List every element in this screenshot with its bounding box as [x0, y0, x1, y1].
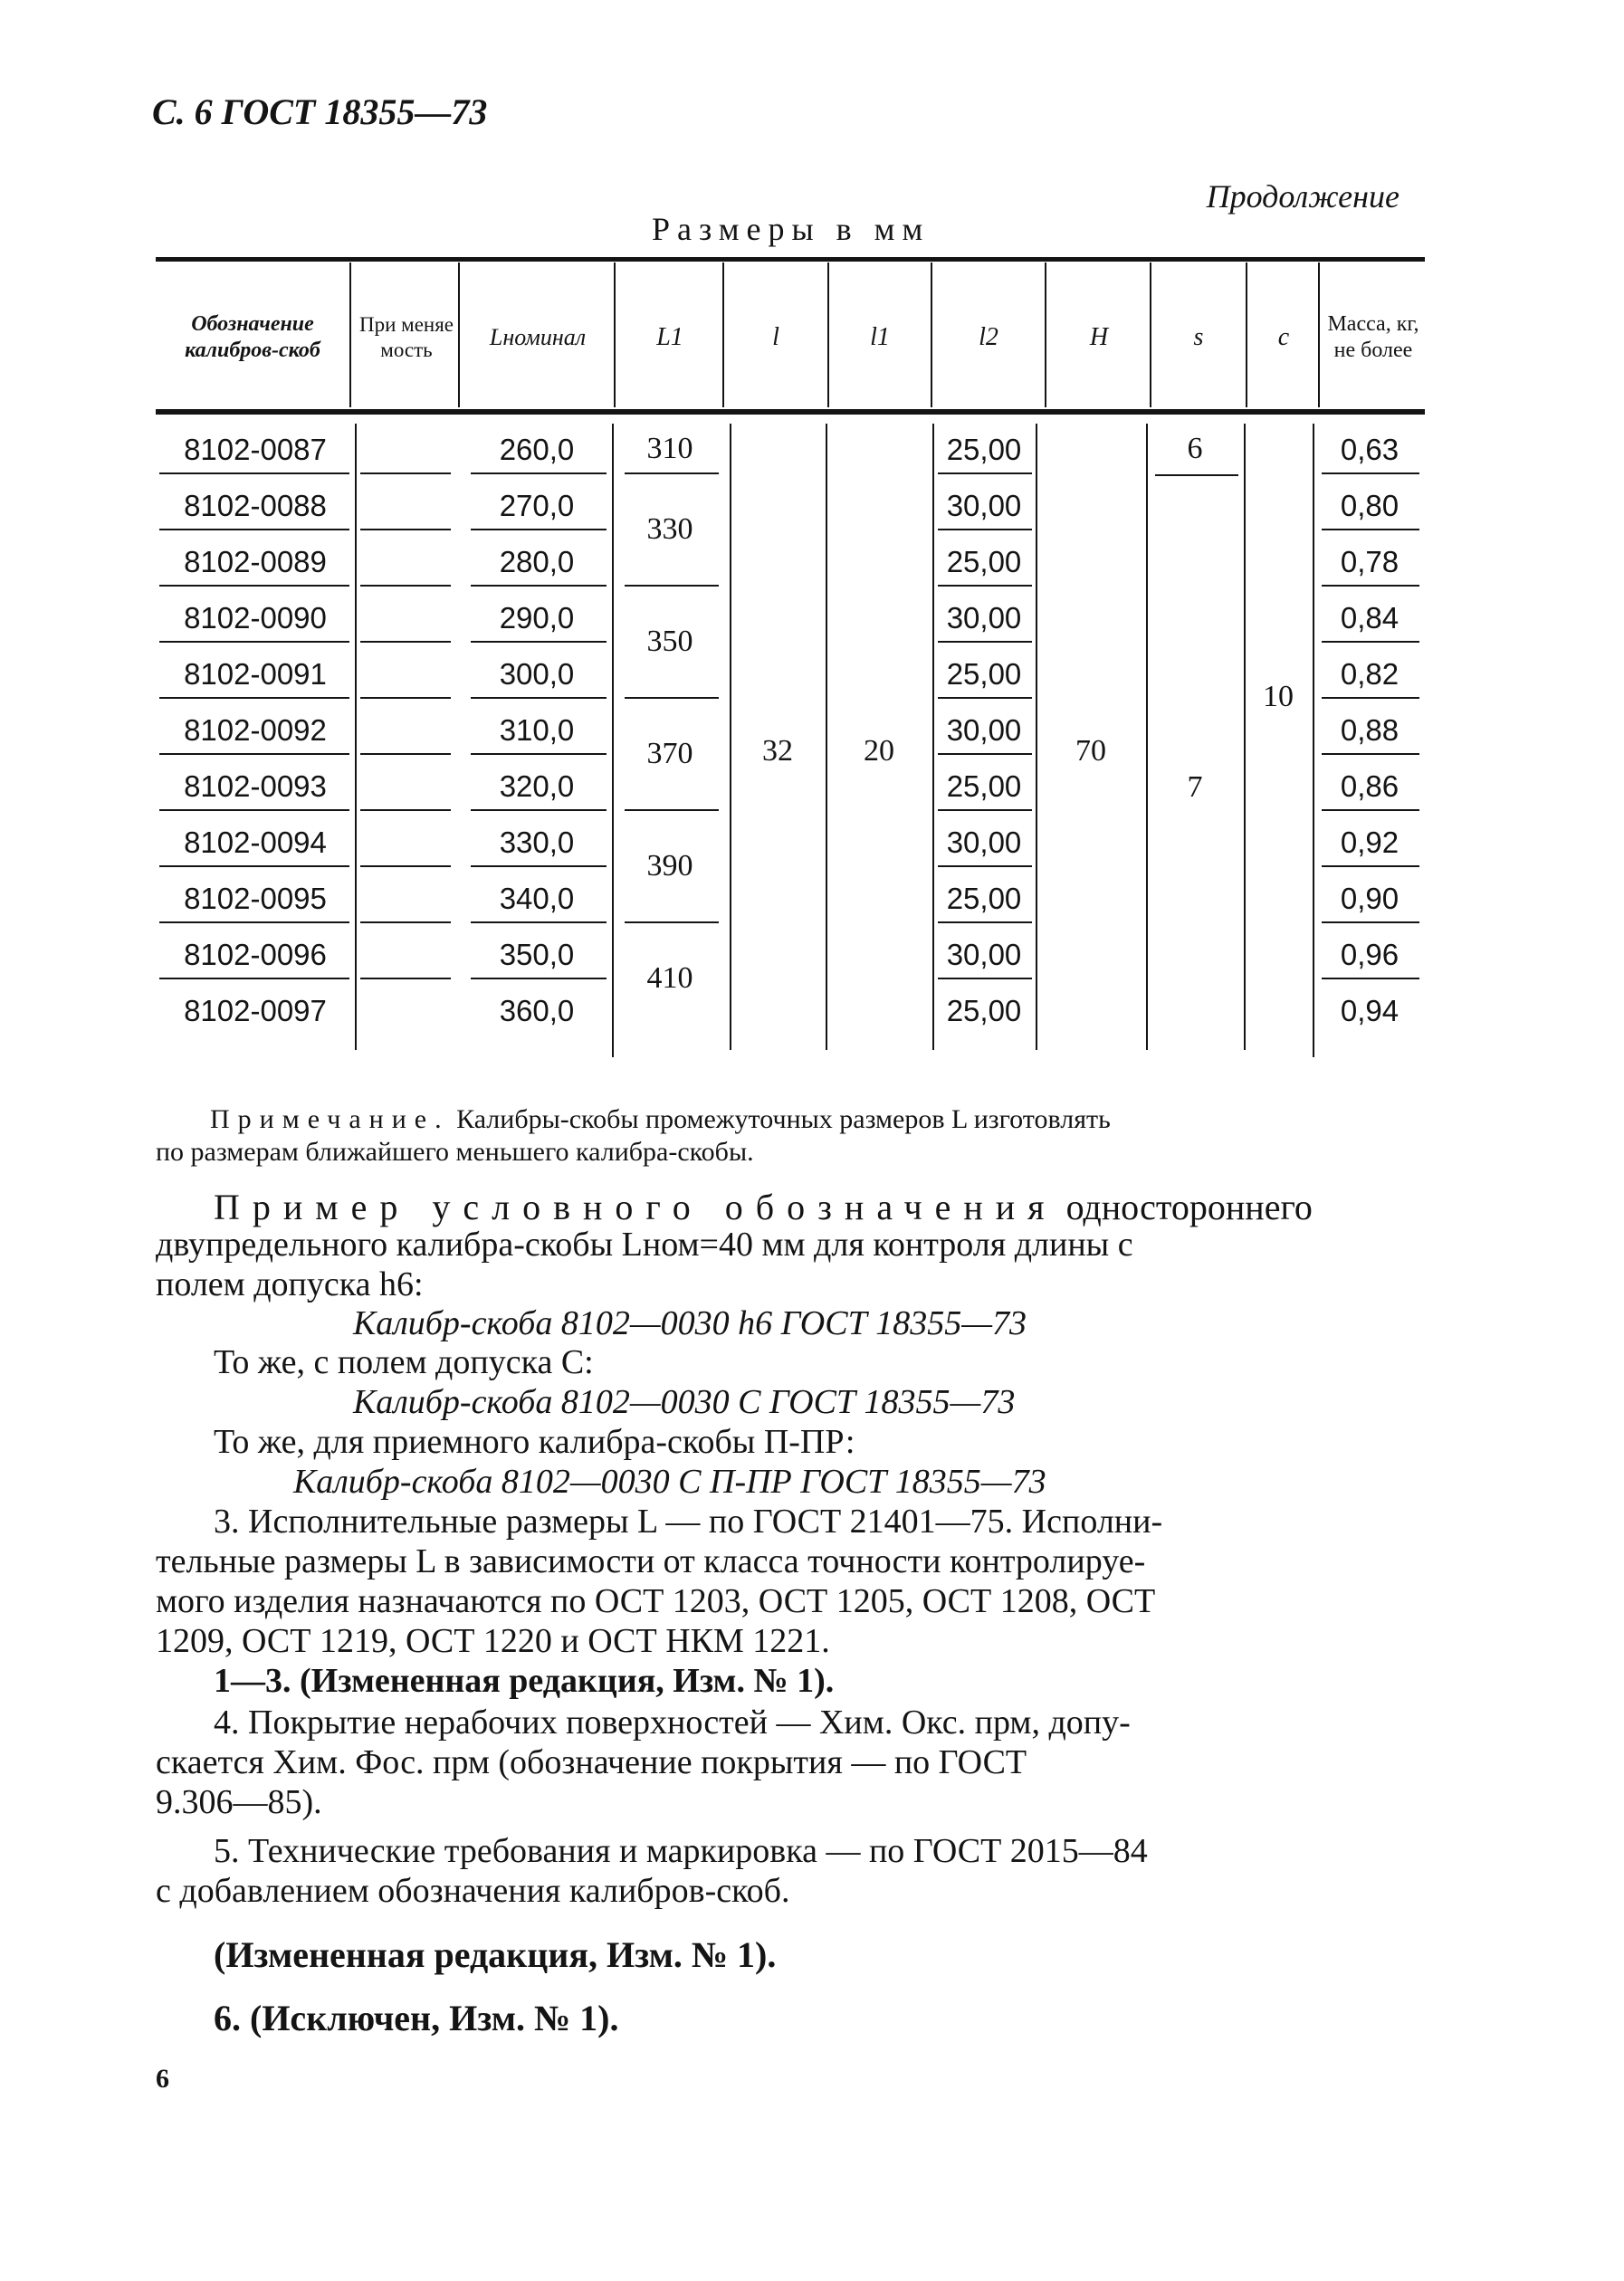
designation-cell: 8102-0097: [184, 994, 327, 1027]
mass-cell: 0,86: [1340, 769, 1400, 803]
row-rule: [938, 641, 1032, 643]
l1-group: 410: [646, 961, 693, 995]
row-rule: [360, 809, 451, 811]
row-rule: [159, 697, 349, 699]
header-l1: L1: [656, 323, 683, 352]
row-rule: [1322, 921, 1419, 923]
group-rule: [625, 472, 719, 474]
mass-cell: 0,96: [1340, 938, 1400, 971]
mass-cell: 0,63: [1340, 433, 1400, 466]
header-l-nominal: Lноминал: [489, 324, 587, 351]
header-l: l: [772, 323, 779, 352]
mass-cell: 0,92: [1340, 826, 1400, 859]
row-rule: [360, 921, 451, 923]
item4-line-1: 4. Покрытие нерабочих поверхностей — Хим. Окс. прм, допу-: [214, 1704, 1131, 1742]
designation-cell: 8102-0092: [184, 713, 327, 747]
l2-cell: 30,00: [946, 489, 1022, 522]
row-rule: [938, 472, 1032, 474]
column-divider: [349, 262, 351, 407]
item13-amendment: 1—3. (Измененная редакция, Изм. № 1).: [214, 1662, 835, 1700]
l-nominal-cell: 270,0: [499, 489, 575, 522]
l2-cell: 30,00: [946, 938, 1022, 971]
example-line-6: Калибр-скоба 8102—0030 С ГОСТ 18355—73: [353, 1383, 1016, 1421]
example-line-5: То же, с полем допуска С:: [214, 1343, 594, 1381]
example-line-2: двупредельного калибра-скобы Lном=40 мм для контроля длины с: [156, 1226, 1133, 1264]
designation-cell: 8102-0087: [184, 433, 327, 466]
header-c: c: [1277, 323, 1290, 352]
group-rule: [625, 697, 719, 699]
l2-cell: 30,00: [946, 601, 1022, 635]
row-rule: [159, 529, 349, 530]
l-nominal-cell: 350,0: [499, 938, 575, 971]
l2-cell: 25,00: [946, 433, 1022, 466]
row-rule: [360, 585, 451, 587]
row-rule: [471, 753, 607, 755]
item4-line-3: 9.306—85).: [156, 1783, 322, 1821]
l1-group: 330: [646, 512, 693, 546]
row-rule: [938, 921, 1032, 923]
row-rule: [159, 978, 349, 979]
designation-cell: 8102-0091: [184, 657, 327, 691]
row-rule: [471, 978, 607, 979]
column-divider: [1246, 262, 1247, 407]
l1-group: 390: [646, 849, 693, 883]
designation-cell: 8102-0093: [184, 769, 327, 803]
row-rule: [1322, 809, 1419, 811]
l-nominal-cell: 290,0: [499, 601, 575, 635]
column-divider: [1146, 424, 1148, 1050]
column-divider: [458, 262, 460, 407]
item4-line-2: скается Хим. Фос. прм (обозначение покрытия — по ГОСТ: [156, 1743, 1027, 1781]
row-rule: [360, 529, 451, 530]
example-line-1: [214, 1189, 1313, 1226]
mass-cell: 0,90: [1340, 882, 1400, 915]
table-top-rule: [156, 257, 1425, 262]
row-rule: [938, 585, 1032, 587]
l2-cell: 25,00: [946, 994, 1022, 1027]
item5-line-2: с добавлением обозначения калибров-скоб.: [156, 1872, 790, 1910]
header-applicability: При меняе мость: [358, 313, 454, 361]
group-rule: [625, 585, 719, 587]
row-rule: [938, 529, 1032, 530]
row-rule: [471, 585, 607, 587]
table-header-rule: [156, 409, 1425, 415]
mass-cell: 0,82: [1340, 657, 1400, 691]
group-rule: [1155, 474, 1238, 476]
header-designation: Обозначение калибров-скоб: [185, 312, 320, 362]
row-rule: [1322, 697, 1419, 699]
l-nominal-cell: 360,0: [499, 994, 575, 1027]
column-divider: [1318, 262, 1320, 407]
item3-line-1: 3. Исполнительные размеры L — по ГОСТ 21401—75. Исполни-: [214, 1503, 1163, 1541]
row-rule: [1322, 753, 1419, 755]
row-rule: [1322, 472, 1419, 474]
row-rule: [360, 472, 451, 474]
mass-cell: 0,84: [1340, 601, 1400, 635]
l2-cell: 30,00: [946, 713, 1022, 747]
header-l-sub1: l1: [870, 323, 890, 352]
example-heading: Пример условного обозначения: [214, 1187, 1057, 1227]
group-rule: [625, 921, 719, 923]
column-divider: [355, 424, 357, 1050]
group-rule: [625, 809, 719, 811]
designation-cell: 8102-0095: [184, 882, 327, 915]
example-line-4: Калибр-скоба 8102—0030 h6 ГОСТ 18355—73: [353, 1304, 1027, 1342]
row-rule: [360, 697, 451, 699]
row-rule: [159, 865, 349, 867]
l2-cell: 25,00: [946, 882, 1022, 915]
row-rule: [360, 865, 451, 867]
example-line-3: полем допуска h6:: [156, 1265, 424, 1303]
mass-cell: 0,78: [1340, 545, 1400, 578]
column-divider: [1150, 262, 1151, 407]
designation-cell: 8102-0096: [184, 938, 327, 971]
row-rule: [938, 978, 1032, 979]
l2-cell: 25,00: [946, 545, 1022, 578]
row-rule: [159, 921, 349, 923]
column-divider: [931, 262, 932, 407]
row-rule: [159, 809, 349, 811]
row-rule: [1322, 641, 1419, 643]
example-line-7: То же, для приемного калибра-скобы П-ПР:: [214, 1423, 855, 1461]
page-header: С. 6 ГОСТ 18355—73: [152, 91, 488, 132]
item5-line-1: 5. Технические требования и маркировка — по ГОСТ 2015—84: [214, 1832, 1148, 1870]
l1-group: 370: [646, 737, 693, 770]
l1-group: 350: [646, 625, 693, 658]
l-nominal-cell: 330,0: [499, 826, 575, 859]
row-rule: [1322, 585, 1419, 587]
amended-note: (Измененная редакция, Изм. № 1).: [214, 1934, 777, 1975]
example-heading-rest: одностороннего: [1065, 1187, 1313, 1227]
s-value: 6: [1187, 432, 1203, 465]
mass-cell: 0,80: [1340, 489, 1400, 522]
column-divider: [827, 262, 829, 407]
row-rule: [1322, 529, 1419, 530]
row-rule: [159, 641, 349, 643]
note-label: Примечание.: [210, 1104, 450, 1134]
l-nominal-cell: 260,0: [499, 433, 575, 466]
column-divider: [1045, 262, 1046, 407]
designation-cell: 8102-0088: [184, 489, 327, 522]
c-value: 10: [1263, 680, 1294, 713]
l-sub1-value: 20: [864, 734, 894, 768]
row-rule: [360, 978, 451, 979]
l-value: 32: [762, 734, 793, 768]
dimensions-label: Размеры в мм: [652, 211, 931, 247]
mass-cell: 0,88: [1340, 713, 1400, 747]
designation-cell: 8102-0089: [184, 545, 327, 578]
row-rule: [938, 865, 1032, 867]
row-rule: [360, 641, 451, 643]
l-nominal-cell: 340,0: [499, 882, 575, 915]
l-nominal-cell: 280,0: [499, 545, 575, 578]
row-rule: [938, 753, 1032, 755]
note-line-1: [210, 1106, 1111, 1133]
row-rule: [471, 921, 607, 923]
header-mass: Масса, кг, не более: [1327, 312, 1419, 362]
row-rule: [159, 472, 349, 474]
row-rule: [938, 697, 1032, 699]
row-rule: [471, 697, 607, 699]
row-rule: [471, 641, 607, 643]
l-nominal-cell: 300,0: [499, 657, 575, 691]
note-text: Калибры-скобы промежуточных размеров L изготовлять: [456, 1104, 1111, 1134]
row-rule: [360, 753, 451, 755]
designation-cell: 8102-0094: [184, 826, 327, 859]
s-value: 7: [1187, 770, 1203, 804]
column-divider: [614, 262, 616, 407]
row-rule: [1322, 978, 1419, 979]
row-rule: [159, 753, 349, 755]
row-rule: [471, 529, 607, 530]
l2-cell: 30,00: [946, 826, 1022, 859]
item6-excluded: 6. (Исключен, Изм. № 1).: [214, 1998, 619, 2038]
header-l2: l2: [979, 323, 998, 352]
note-line-2: по размерам ближайшего меньшего калибра-скобы.: [156, 1137, 754, 1167]
column-divider: [612, 424, 614, 1057]
example-line-8: Калибр-скоба 8102—0030 С П-ПР ГОСТ 18355—73: [293, 1463, 1046, 1501]
l-nominal-cell: 320,0: [499, 769, 575, 803]
item3-line-2: тельные размеры L в зависимости от класса точности контролируе-: [156, 1542, 1146, 1580]
row-rule: [471, 472, 607, 474]
h-value: 70: [1075, 734, 1106, 768]
l2-cell: 25,00: [946, 769, 1022, 803]
designation-cell: 8102-0090: [184, 601, 327, 635]
continuation-label: Продолжение: [1206, 178, 1400, 215]
header-s: s: [1193, 323, 1204, 352]
l2-cell: 25,00: [946, 657, 1022, 691]
row-rule: [159, 585, 349, 587]
page-number: 6: [156, 2064, 169, 2094]
header-h: H: [1089, 323, 1109, 352]
row-rule: [471, 865, 607, 867]
row-rule: [471, 809, 607, 811]
item3-line-4: 1209, ОСТ 1219, ОСТ 1220 и ОСТ НКМ 1221.: [156, 1622, 830, 1660]
mass-cell: 0,94: [1340, 994, 1400, 1027]
column-divider: [722, 262, 724, 407]
l-nominal-cell: 310,0: [499, 713, 575, 747]
item3-line-3: мого изделия назначаются по ОСТ 1203, ОСТ 1205, ОСТ 1208, ОСТ: [156, 1582, 1156, 1620]
row-rule: [1322, 865, 1419, 867]
row-rule: [938, 809, 1032, 811]
l1-group: 310: [646, 432, 693, 465]
